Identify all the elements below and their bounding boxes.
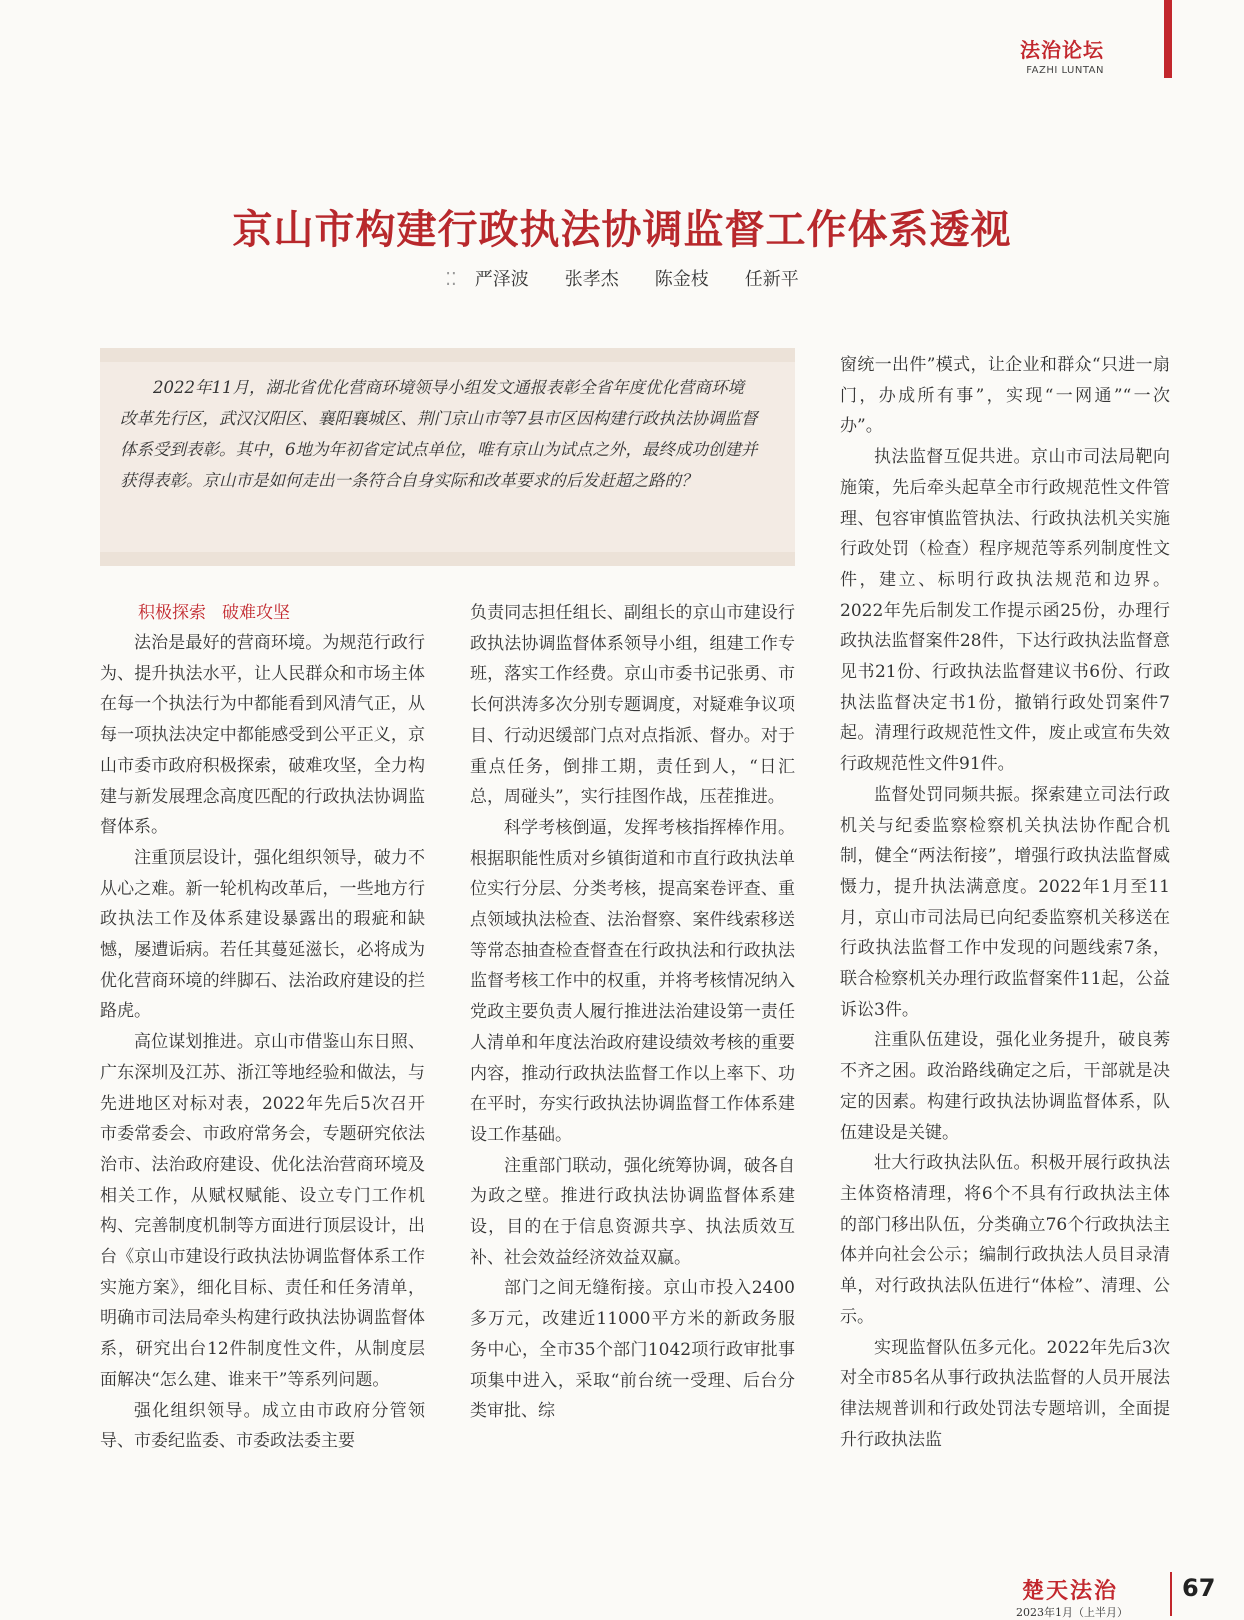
text-column-2 [470, 598, 795, 1427]
paragraph: 科学考核倒逼，发挥考核指挥棒作用。根据职能性质对乡镇街道和市直行政执法单位实行分层、分类考核，提高案卷评查、重点领域执法检查、法治督察、案件线索移送等常态抽查检查督查在行政执法和行政执法监督考核工作中的权重，并将考核情况纳入党政主要负责人履行推进法治建设第一责任人清单和年度法治政府建设绩效考核的重要内容，推动行政执法监督工作以上率下、功在平时，夯实行政执法协调监督工作体系建设工作基础。 [470, 817, 795, 1145]
paragraph: 法治是最好的营商环境。为规范行政行为、提升执法水平，让人民群众和市场主体在每一个执法行为中都能看到风清气正，从每一项执法决定中都能感受到公平正义，京山市委市政府积极探索，破难攻坚，全力构建与新发展理念高度匹配的行政执法协调监督体系。 [100, 633, 425, 838]
author-marker-icon: ⁚⁚ [445, 269, 457, 290]
section-name-pinyin: FAZHI LUNTAN [1026, 65, 1104, 76]
paragraph: 注重部门联动，强化统筹协调，破各自为政之壁。推进行政执法协调监督体系建设，目的在于信息资源共享、执法质效互补、社会效益经济效益双赢。 [470, 1155, 795, 1268]
magazine-logo: 楚天法治 [1022, 1578, 1119, 1604]
abstract: 2022年11月，湖北省优化营商环境领导小组发文通报表彰全省年度优化营商环境改革先行区，武汉汉阳区、襄阳襄城区、荆门京山市等7县市区因构建行政执法协调监督体系受到表彰。其中，6地为年初省定试点单位，唯有京山为试点之外，最终成功创建并获得表彰。京山市是如何走出一条符合自身实际和改革要求的后发赶超之路的？ [120, 378, 758, 490]
page-number: 67 [1182, 1574, 1216, 1602]
author-line [0, 265, 1244, 291]
paragraph: 注重队伍建设，强化业务提升，破良莠不齐之困。政治路线确定之后，干部就是决定的因素。构建行政执法协调监督体系，队伍建设是关键。 [840, 1030, 1170, 1143]
footer-divider [1170, 1572, 1172, 1616]
article-title: 京山市构建行政执法协调监督工作体系透视 [232, 207, 1012, 253]
paragraph: 部门之间无缝衔接。京山市投入2400多万元，改建近11000平方米的新政务服务中心，全市35个部门1042项行政审批事项集中进入，采取“前台统一受理、后台分类审批、综 [470, 1278, 795, 1422]
paragraph: 实现监督队伍多元化。2022年先后3次对全市85名从事行政执法监督的人员开展法律法规普训和行政处罚法专题培训，全面提升行政执法监 [840, 1337, 1170, 1450]
paragraph: 窗统一出件”模式，让企业和群众“只进一扇门，办成所有事”，实现“一网通”“一次办”。 [840, 355, 1170, 437]
section-name: 法治论坛 [1020, 38, 1104, 62]
paragraph: 强化组织领导。成立由市政府分管领导、市委纪监委、市委政法委主要 [100, 1400, 425, 1452]
paragraph: 高位谋划推进。京山市借鉴山东日照、广东深圳及江苏、浙江等地经验和做法，与先进地区对标对表，2022年先后5次召开市委常委会、市政府常务会，专题研究依法治市、法治政府建设、优化法治营商环境及相关工作，从赋权赋能、设立专门工作机构、完善制度机制等方面进行顶层设计，出台《京山市建设行政执法协调监督体系工作实施方案》，细化目标、责任和任务清单，明确市司法局牵头构建行政执法协调监督体系，研究出台12件制度性文件，从制度层面解决“怎么建、谁来干”等系列问题。 [100, 1032, 425, 1390]
paragraph: 注重顶层设计，强化组织领导，破力不从心之难。新一轮机构改革后，一些地方行政执法工作及体系建设暴露出的瑕疵和缺憾，屡遭诟病。若任其蔓延滋长，必将成为优化营商环境的绊脚石、法治政府建设的拦路虎。 [100, 847, 425, 1022]
paragraph: 执法监督互促共进。京山市司法局靶向施策，先后牵头起草全市行政规范性文件管理、包容审慎监管执法、行政执法机关实施行政处罚（检查）程序规范等系列制度性文件，建立、标明行政执法规范和边界。2022年先后制发工作提示函25份，办理行政执法监督案件28件，下达行政执法监督意见书21份、行政执法监督建议书6份、行政执法监督决定书1份，撤销行政处罚案件7起。清理行政规范性文件，废止或宣布失效行政规范性文件91件。 [840, 447, 1170, 775]
subheading-part: 破难攻坚 [222, 603, 290, 623]
author: 陈金枝 [654, 269, 709, 290]
section-subheading [100, 598, 425, 628]
subheading-part: 积极探索 [138, 603, 206, 623]
author: 张孝杰 [564, 269, 619, 290]
paragraph: 壮大行政执法队伍。积极开展行政执法主体资格清理，将6个不具有行政执法主体的部门移出队伍，分类确立76个行政执法主体并向社会公示；编制行政执法人员目录清单，对行政执法队伍进行“体检”、清理、公示。 [840, 1153, 1170, 1327]
section-label [1020, 34, 1104, 76]
issue-date: 2023年1月（上半月） [1016, 1606, 1128, 1619]
text-column-3 [840, 350, 1170, 1455]
paragraph: 负责同志担任组长、副组长的京山市建设行政执法协调监督体系领导小组，组建工作专班，落实工作经费。京山市委书记张勇、市长何洪涛多次分别专题调度，对疑难争议项目、行动迟缓部门点对点指派、督办。对于重点任务，倒排工期，责任到人，“日汇总，周碰头”，实行挂图作战，压茬推进。 [470, 603, 795, 808]
text-column-1 [100, 598, 425, 1457]
section-accent-bar [1164, 0, 1172, 78]
paragraph: 监督处罚同频共振。探索建立司法行政机关与纪委监察检察机关执法协作配合机制，健全“两法衔接”，增强行政执法监督威慑力，提升执法满意度。2022年1月至11月，京山市司法局已向纪委监察机关移送在行政执法监督工作中发现的问题线索7条，联合检察机关办理行政监督案件11起，公益诉讼3件。 [840, 784, 1170, 1020]
author: 严泽波 [474, 269, 529, 290]
author: 任新平 [744, 269, 799, 290]
